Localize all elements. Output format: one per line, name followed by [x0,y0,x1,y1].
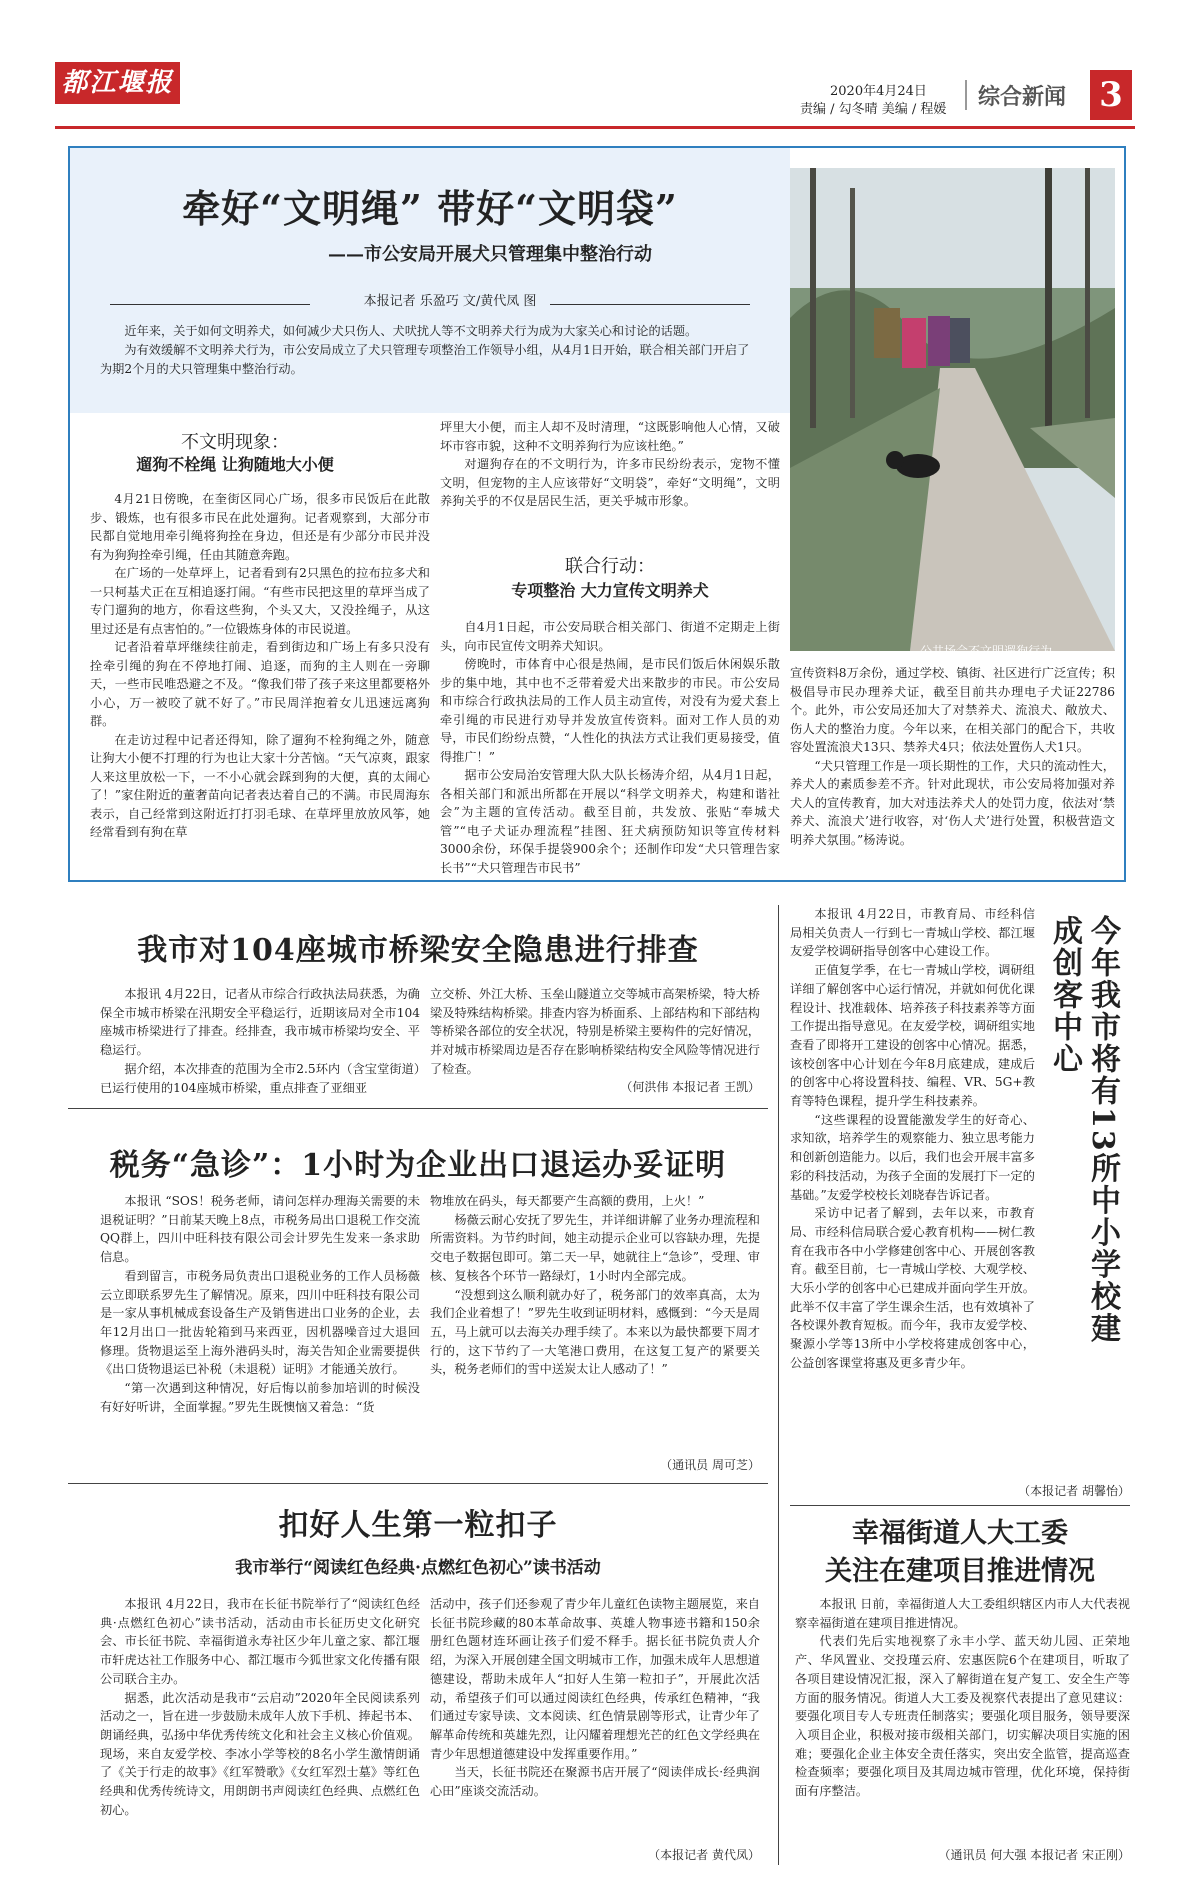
section-heading: 专项整治 大力宣传文明养犬 [511,581,709,600]
paragraph: 在广场的一处草坪上，记者看到有2只黑色的拉布拉多犬和一只柯基犬正在互相追逐打闹。“有些市民把这里的草坪当成了专门遛狗的地方，你看这些狗，个头又大，又没拴绳子，从这里过还是有点害怕的。”一位锻炼身体的市民说道。 [90,566,430,636]
tax-column-2 [430,1192,760,1379]
paragraph: “第一次遇到这种情况，好后悔以前参加培训的时候没有好好听讲，全面掌握。”罗先生既懊恼又着急：“货 [100,1381,420,1414]
schools-credit: （本报记者 胡馨怡） [1018,1484,1130,1498]
byline-rule-left [110,304,310,305]
paragraph: 看到留言，市税务局负责出口退税业务的工作人员杨薇云立即联系罗先生了解情况。原来，四川中旺科技有限公司是一家从事机械成套设备生产及销售进出口业务的企业，去年12月出口一批齿轮箱到马来西亚，因机器噪音过大退回修理。货物退运至上海外港码头时，海关告知企业需要提供《出口货物退运已补税（未退税）证明》才能通关放行。 [100,1268,420,1377]
bridges-column-1 [100,985,420,1097]
paragraph: 自4月1日起，市公安局联合相关部门、街道不定期走上街头，向市民宣传文明养犬知识。 [440,620,780,653]
tax-column-1 [100,1192,420,1416]
feature-column-2-top [440,418,780,511]
paragraph: 本报讯 4月22日，我市在长征书院举行了“阅读红色经典·点燃红色初心”读书活动，活动由市长征历史文化研究会、市长征书院、幸福街道永寿社区少年儿童之家、都江堰市轩虎达社工作服务中心、都江堰市今狐世家文化传播有限公司联合主办。 [100,1597,420,1686]
reading-column-1 [100,1595,420,1819]
divider [790,1505,1130,1506]
bridges-column-2 [430,985,760,1079]
paragraph: “没想到这么顺利就办好了，税务部门的效率真高，太为我们企业着想了！”罗先生收到证明材料，感慨到：“今天是周五，马上就可以去海关办理手续了。本来以为最快都要下周才行的，这下节约了一大笔港口费用，在这复工复产的紧要关头，税务老师们的雪中送炭太让人感动了！” [430,1287,760,1377]
paragraph: “这些课程的设置能激发学生的好奇心、求知欲，培养学生的观察能力、独立思考能力和创新创造能力。以后，我们也会开展丰富多彩的科技活动，为孩子全面的发展打下一定的基础。”友爱学校校长刘晓春告诉记者。 [790,1112,1035,1202]
section-name: 综合新闻 [978,84,1067,110]
section-kicker: 联合行动： [565,556,655,577]
paragraph: 本报讯 4月22日，记者从市综合行政执法局获悉，为确保全市城市桥梁在汛期安全平稳运行，近期该局对全市104座城市桥梁进行了排查。经排查，我市城市桥梁均安全、平稳运行。 [100,987,420,1058]
paragraph: 据悉，此次活动是我市“云启动”2020年全民阅读系列活动之一，旨在进一步鼓励未成年人放下手机、捧起书本、朗诵经典，弘扬中华优秀传统文化和社会主义核心价值观。现场，来自友爱学校、李冰小学等校的8名小学生激情朗诵了《关于行走的故事》《红军赞歌》《女红军烈士墓》等红色经典和优秀传统诗文，用朗朗书声阅读红色经典、点燃红色初心。 [100,1690,420,1817]
feature-byline: 本报记者 乐盈巧 文/黄代凤 图 [363,294,537,309]
feature-column-1 [90,490,430,842]
reading-credit: （本报记者 黄代凤） [648,1848,760,1862]
paragraph: 杨薇云耐心安抚了罗先生，并详细讲解了业务办理流程和所需资料。为节约时间，她主动提示企业可以容缺办理，先提交电子数据包即可。第二天一早，她就往上“急诊”，受理、审核、复核各个环节一路绿灯，1小时内全部完成。 [430,1212,760,1283]
feature-photo [790,168,1115,651]
paragraph: 正值复学季，在七一青城山学校，调研组详细了解创客中心运行情况，并就如何优化课程设计、找准载体、培养孩子科技素养等方面工作提出指导意见。在友爱学校，调研组实地查看了即将开工建设的创客中心情况。据悉，该校创客中心计划在今年8月底建成，建成后的创客中心将设置科技、编程、VR、5G+教育等特色课程，提升学生科技素养。 [790,963,1035,1109]
xingfu-headline-line1: 幸福街道人大工委 [852,1518,1068,1549]
paragraph: 立交桥、外江大桥、玉垒山隧道立交等城市高架桥梁，特大桥梁及特殊结构桥梁。排查内容为桥面系、上部结构和下部结构等桥梁各部位的安全状况，特别是桥梁主要构件的完好情况，并对城市桥梁周边是否存在影响桥梁结构安全风险等情况进行了检查。 [430,987,760,1076]
lead-paragraph: 近年来，关于如何文明养犬，如何减少犬只伤人、犬吠扰人等不文明养犬行为成为大家关心和讨论的话题。 [124,324,698,338]
paragraph: 傍晚时，市体育中心很是热闹，是市民们饭后休闲娱乐散步的集中地，其中也不乏带着爱犬出来散步的市民。市公安局和市综合行政执法局的工作人员主动宣传，对没有为爱犬套上牵引绳的市民进行劝导并发放宣传资料。面对工作人员的劝导，市民们纷纷点赞，“人性化的执法方式让我们更易接受，值得推广！” [440,657,780,764]
divider [68,1108,768,1109]
bridges-credit: （何洪伟 本报记者 王凯） [620,1080,760,1094]
section-kicker: 不文明现象： [181,432,289,453]
paragraph: 本报讯 日前，幸福街道人大工委组织辖区内市人大代表视察幸福街道在建项目推进情况。 [795,1597,1130,1630]
header-divider [965,80,967,110]
lead-paragraph: 为有效缓解不文明养犬行为，市公安局成立了犬只管理专项整治工作领导小组，从4月1日开始，联合相关部门开启了为期2个月的犬只管理集中整治行动。 [100,343,750,376]
paragraph: 记者沿着草坪继续往前走，看到街边和广场上有多只没有拴牵引绳的狗在不停地打闹、追逐，而狗的主人则在一旁聊天，一些市民唯恐避之不及。“像我们带了孩子来这里都要格外小心，万一被咬了就不好了。”市民周洋抱着女儿迅速远离狗群。 [90,640,430,728]
section-heading: 遛狗不栓绳 让狗随地大小便 [136,455,334,474]
park-path-photo [790,168,1115,651]
paragraph: 4月21日傍晚，在奎街区同心广场，很多市民饭后在此散步、锻炼，也有很多市民在此处遛狗。记者观察到，大部分市民都自觉地用牵引绳将狗拴在身边，但还是有少部分市民并没有为狗狗拴牵引绳，任由其随意奔跑。 [90,492,430,562]
masthead-logo: 都江堰报 [55,62,180,104]
feature-column-2-bottom [440,618,780,877]
reading-headline: 扣好人生第一粒扣子 [278,1508,558,1543]
schools-body [790,905,1035,1373]
paragraph: 在走访过程中记者还得知，除了遛狗不栓狗绳之外，随意让狗大小便不打理的行为也让大家十分苦恼。“天气凉爽，跟家人来这里放松一下，一不小心就会踩到狗的大便，真的太闹心了！”家住附近的董奢苗向记者表达着自己的不满。市民周海东表示，自己经常到这附近打打羽毛球、在草坪里放放风筝，她经常看到有狗在草 [90,732,430,839]
tax-headline: 税务“急诊”：1小时为企业出口退运办妥证明 [109,1148,727,1183]
paragraph: 坪里大小便，而主人却不及时清理，“这既影响他人心情，又破坏市容市貌，这种不文明养狗行为应该杜绝。” [440,420,780,453]
paragraph: 宣传资料8万余份，通过学校、镇街、社区进行广泛宣传；积极倡导市民办理养犬证，截至目前共办理电子犬证22786个。此外，市公安局还加大了对禁养犬、流浪犬、敞放犬、伤人犬的整治力度。今年以来，在相关部门的配合下，共收容处置流浪犬13只、禁养犬4只；依法处置伤人犬1只。 [790,666,1115,754]
paragraph: 物堆放在码头，每天都要产生高额的费用，上火！” [430,1194,705,1208]
divider [68,1483,768,1484]
paragraph: 代表们先后实地视察了永丰小学、蓝天幼儿园、正荣地产、华风置业、交投瑾云府、宏惠医院6个在建项目，听取了各项目建设情况汇报，深入了解街道在复产复工、安全生产等方面的服务情况。街道人大工委及视察代表提出了意见建议：要强化项目专人专班责任制落实；要强化项目服务，领导要深入项目企业，积极对接市级相关部门，切实解决项目实施的困难；要强化企业主体安全责任落实，突出安全监管，提高巡查检查频率；要强化项目及其周边城市管理，优化环境，保持街面有序整洁。 [795,1634,1130,1799]
feature-subheadline: ——市公安局开展犬只管理集中整治行动 [328,244,652,265]
paragraph: 对遛狗存在的不文明行为，许多市民纷纷表示，宠物不懂文明，但宠物的主人应该带好“文明袋”，牵好“文明绳”，文明养狗关乎的不仅是居民生活，更关乎城市形象。 [440,457,780,508]
paragraph: 采访中记者了解到，去年以来，市教育局、市经科信局联合爱心教育机构——树仁教育在我市各中小学修建创客中心、开展创客教育。截至目前，七一青城山学校、大观学校、大乐小学的创客中心已建成并面向学生开放。此举不仅丰富了学生课余生活，也有效填补了各校课外教育短板。而今年，我市友爱学校、聚源小学等13所中小学校将建成创客中心，公益创客课堂将惠及更多青少年。 [790,1206,1035,1370]
xingfu-body [795,1595,1130,1801]
header-rule [55,126,1135,129]
feature-column-3 [790,664,1115,849]
paragraph: 活动中，孩子们还参观了青少年儿童红色读物主题展览，来自长征书院珍藏的80本革命故事、英雄人物事迹书籍和150余册红色题材连环画让孩子们爱不释手。据长征书院负责人介绍，为深入开展创建全国文明城市工作，加强未成年人思想道德建设，帮助未成年人“扣好人生第一粒扣子”，开展此次活动，希望孩子们可以通过阅读红色经典，传承红色精神，“我们通过专家导读、文本阅读、红色情景剧等形式，让青少年了解革命传统和英雄先烈，让闪耀着理想光芒的红色文学经典在青少年思想道德建设中发挥重要作用。” [430,1597,760,1761]
paragraph: 据介绍，本次排查的范围为全市2.5环内（含宝堂街道）已运行使用的104座城市桥梁，重点排查了亚细亚 [100,1061,420,1095]
feature-lead [100,322,760,379]
issue-date: 2020年4月24日 [830,84,927,99]
paragraph: “犬只管理工作是一项长期性的工作，犬只的流动性大，养犬人的素质参差不齐。针对此现状，市公安局将加强对养犬人的宣传教育，加大对违法养犬人的处罚力度，依法对‘禁养犬、流浪犬’进行收容，对‘伤人犬’进行处置，积极营造文明养犬氛围。”杨涛说。 [790,758,1115,847]
paragraph: 当天，长征书院还在聚源书店开展了“阅读伴成长·经典润心田”座谈交流活动。 [430,1765,760,1799]
page-number: 3 [1090,70,1132,120]
editors-line: 责编 / 勾冬晴 美编 / 程媛 [800,102,947,117]
paragraph: 本报讯 4月22日，市教育局、市经科信局相关负责人一行到七一青城山学校、都江堰友爱学校调研指导创客中心建设工作。 [790,907,1035,959]
schools-headline: 今年我市将有13所中小学校建成创客中心 [1047,915,1120,1345]
feature-headline: 牵好“文明绳” 带好“文明袋” [182,186,678,231]
paragraph: 据市公安局治安管理大队大队长杨涛介绍，从4月1日起，各相关部门和派出所都在开展以“科学文明养犬，构建和谐社会”为主题的宣传活动。截至目前，共发放、张贴“奉城犬管”“电子犬证办理流程”挂图、狂犬病预防知识等宣传材料3000余份，环保手提袋900余个；还制作印发“犬只管理告家长书”“犬只管理告市民书” [440,768,780,875]
xingfu-credit: （通讯员 何大强 本报记者 宋正刚） [938,1848,1130,1862]
paragraph: 本报讯 “SOS！税务老师，请问怎样办理海关需要的未退税证明？”日前某天晚上8点，市税务局出口退税工作交流QQ群上，四川中旺科技有限公司会计罗先生发来一条求助信息。 [100,1194,420,1265]
bridges-headline: 我市对104座城市桥梁安全隐患进行排查 [137,933,699,968]
reading-subheadline: 我市举行“阅读红色经典·点燃红色初心”读书活动 [235,1558,601,1578]
column-rule [778,905,779,1865]
reading-column-2 [430,1595,760,1801]
xingfu-headline [790,1515,1130,1591]
photo-caption: 公共场合不文明遛狗行为。 [920,644,1065,658]
xingfu-headline-line2: 关注在建项目推进情况 [825,1556,1095,1587]
tax-credit: （通讯员 周可芝） [660,1458,760,1472]
